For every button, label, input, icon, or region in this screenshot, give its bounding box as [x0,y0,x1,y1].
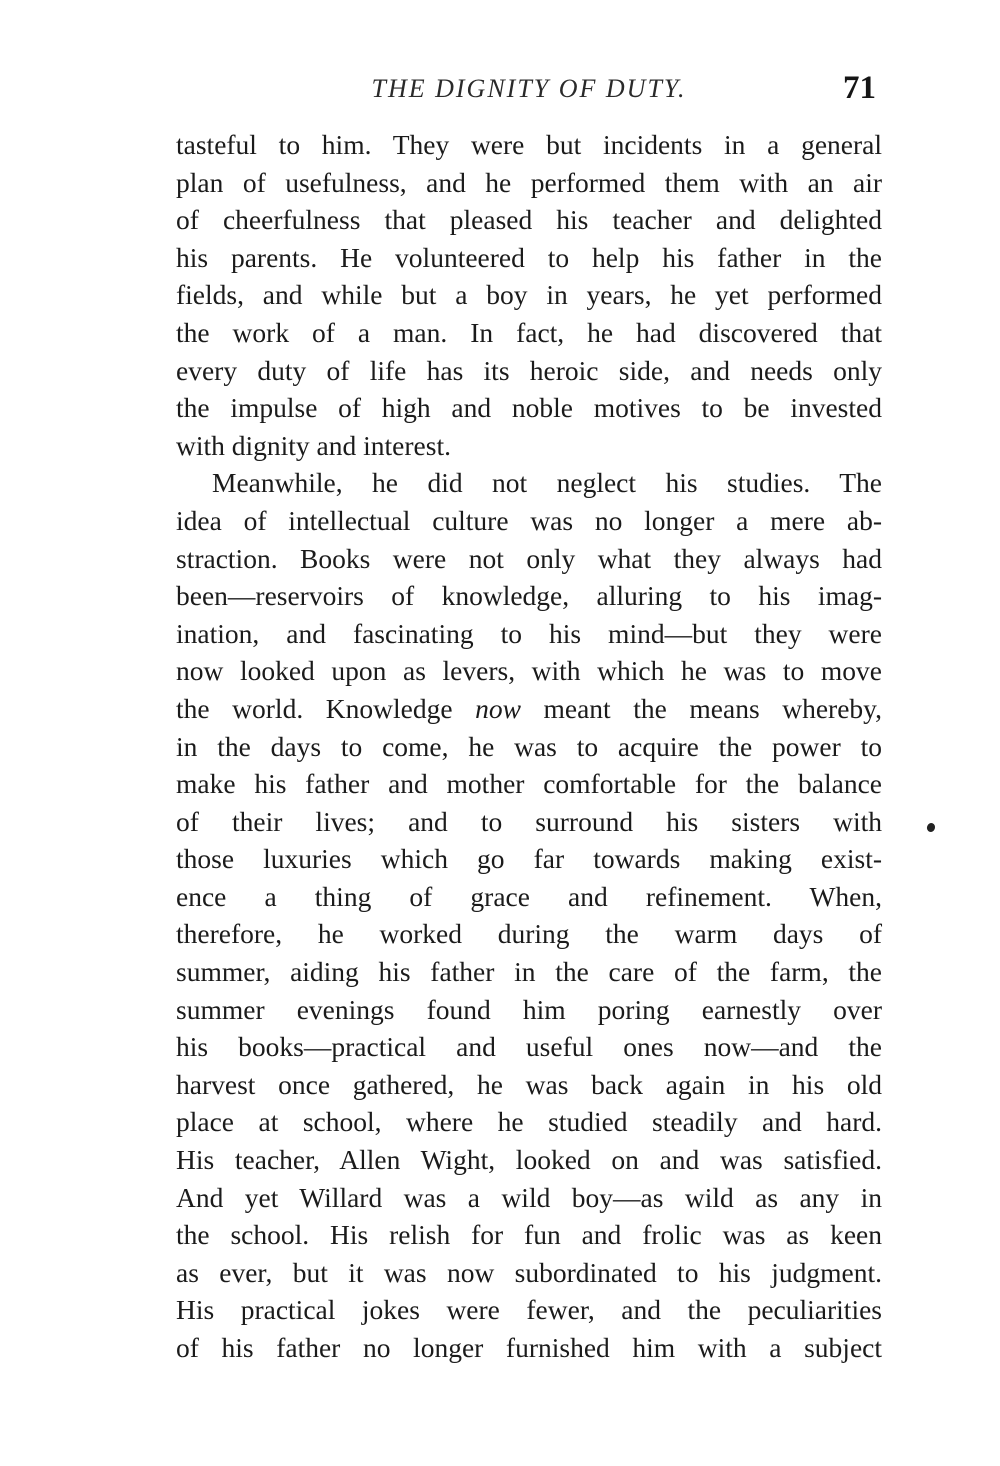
text-line: idea of intellectual culture was no longer a mere ab- [176,504,882,536]
text-line: place at school, where he studied steadily and hard. [176,1106,882,1138]
text-segment: meant the means whereby, [520,692,882,724]
text-line: his parents. He volunteered to help his father in the [176,241,882,273]
text-line: now looked upon as levers, with which he was to move [176,655,882,687]
text-line: And yet Willard was a wild boy—as wild as any in [176,1181,882,1213]
text-line: the school. His relish for fun and frolic was as keen [176,1219,882,1251]
running-head [176,72,882,112]
text-line: straction. Books were not only what they always had [176,542,882,574]
text-line: plan of usefulness, and he performed them with an air [176,166,882,198]
text-line: every duty of life has its heroic side, and needs only [176,354,882,386]
text-line: fields, and while but a boy in years, he yet performed [176,279,882,311]
text-line: his books—practical and useful ones now—and the [176,1031,882,1063]
text-segment: the world. Knowledge [176,692,476,724]
text-line: ination, and fascinating to his mind—but they were [176,617,882,649]
text-line: in the days to come, he was to acquire the power to [176,730,882,762]
text-line: summer, aiding his father in the care of the farm, the [176,956,882,988]
text-line: as ever, but it was now subordinated to his judgment. [176,1256,882,1288]
text-line: those luxuries which go far towards making exist- [176,843,882,875]
text-line: with dignity and interest. [176,429,451,461]
text-line: of their lives; and to surround his sisters with [176,805,882,837]
text-line: the impulse of high and noble motives to be invested [176,392,882,424]
paragraph-start-line: Meanwhile, he did not neglect his studies. The [212,467,882,499]
running-title: THE DIGNITY OF DUTY. [371,74,687,103]
text-line: summer evenings found him poring earnestly over [176,993,882,1025]
text-line: His teacher, Allen Wight, looked on and was satisfied. [176,1144,882,1176]
page-number: 71 [843,70,876,106]
body-text [176,126,882,1367]
text-line-with-italic [176,690,882,728]
text-line: ence a thing of grace and refinement. When, [176,880,882,912]
text-line: His practical jokes were fewer, and the peculiarities [176,1294,882,1326]
text-line: of cheerfulness that pleased his teacher and delighted [176,204,882,236]
text-line: of his father no longer furnished him with a subject [176,1332,882,1363]
text-line: therefore, he worked during the warm days of [176,918,882,950]
text-line: tasteful to him. They were but incidents in a general [176,129,882,160]
text-line: been—reservoirs of knowledge, alluring to his imag- [176,580,882,612]
ink-blot-mark [926,822,937,833]
italic-word: now [475,692,521,724]
text-line: make his father and mother comfortable for the balance [176,768,882,800]
text-line: harvest once gathered, he was back again in his old [176,1068,882,1100]
text-line: the work of a man. In fact, he had discovered that [176,316,882,348]
